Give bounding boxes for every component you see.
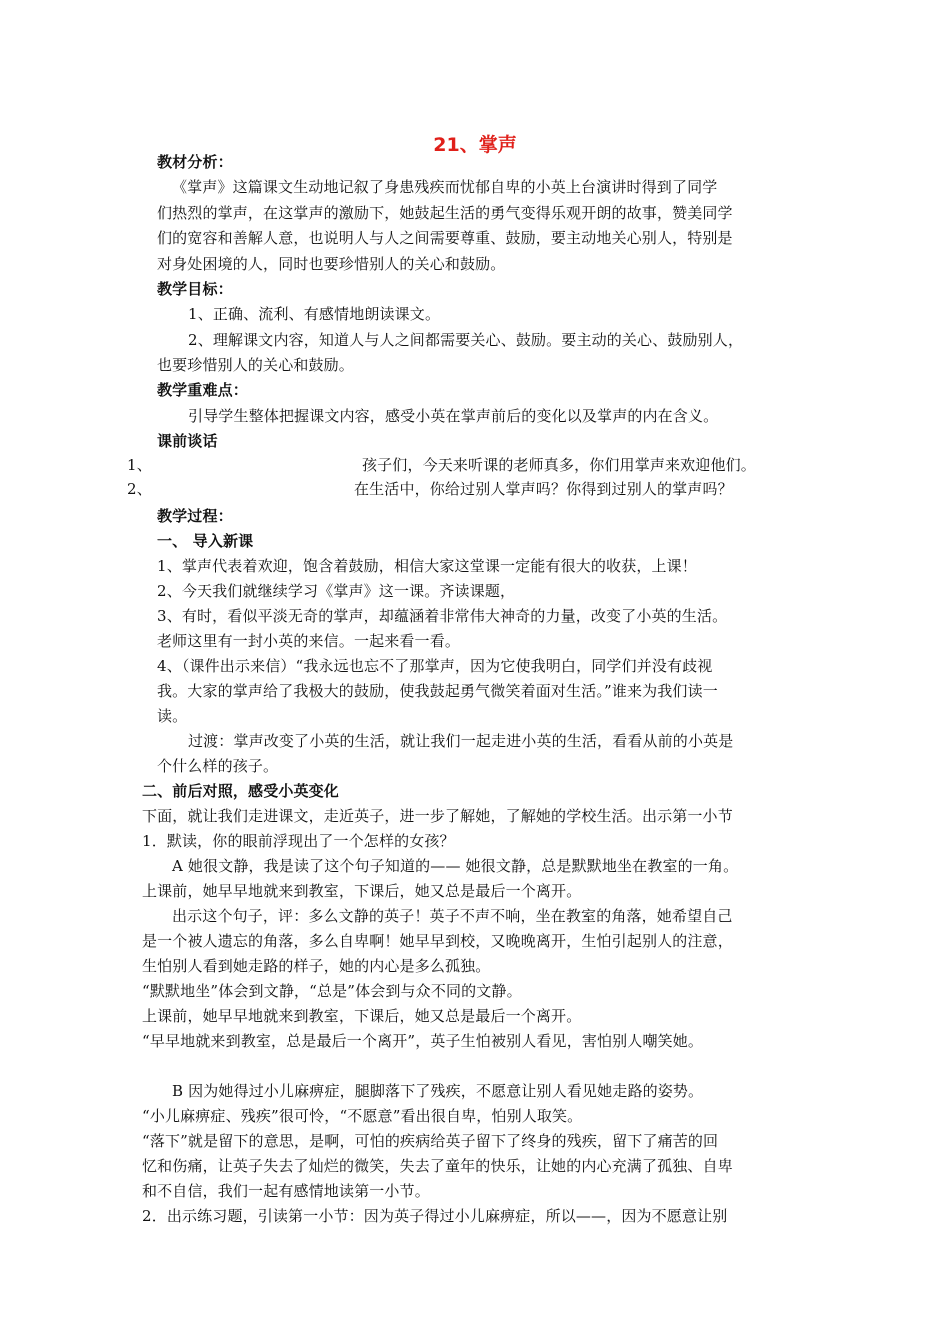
paragraph-line: 2、理解课文内容，知道人与人之间都需要关心、鼓励。要主动的关心、鼓励别人，	[188, 331, 744, 349]
paragraph-line: 和不自信，我们一起有感情地读第一小节。	[142, 1182, 430, 1200]
heading-teaching-goals: 教学目标：	[157, 280, 233, 298]
paragraph-line: 老师这里有一封小英的来信。一起来看一看。	[157, 632, 461, 650]
paragraph-line: 忆和伤痛，让英子失去了灿烂的微笑，失去了童年的快乐，让她的内心充满了孤独、自卑	[142, 1157, 733, 1175]
paragraph-line: 《掌声》这篇课文生动地记叙了身患残疾而忧郁自卑的小英上台演讲时得到了同学	[172, 178, 718, 196]
paragraph-line: 对身处困境的人，同时也要珍惜别人的关心和鼓励。	[157, 255, 506, 273]
paragraph-line: 孩子们，今天来听课的老师真多，你们用掌声来欢迎他们。	[362, 456, 756, 474]
paragraph-line: “小儿麻痹症、残疾”很可怜，“不愿意”看出很自卑，怕别人取笑。	[142, 1107, 583, 1125]
paragraph-line: 也要珍惜别人的关心和鼓励。	[157, 356, 354, 374]
heading-section-two: 二、前后对照，感受小英变化	[142, 782, 339, 800]
paragraph-line: 在生活中，你给过别人掌声吗？你得到过别人的掌声吗？	[354, 480, 733, 498]
paragraph-line: 3、有时，看似平淡无奇的掌声，却蕴涵着非常伟大神奇的力量，改变了小英的生活。	[157, 607, 728, 625]
paragraph-line: 上课前，她早早地就来到教室，下课后，她又总是最后一个离开。	[142, 882, 582, 900]
paragraph-line: 生怕别人看到她走路的样子，她的内心是多么孤独。	[142, 957, 491, 975]
heading-pre-class-talk: 课前谈话	[157, 432, 218, 450]
paragraph-line: 1、掌声代表着欢迎，饱含着鼓励，相信大家这堂课一定能有很大的收获，上课！	[157, 557, 697, 575]
paragraph-line: 过渡：掌声改变了小英的生活，就让我们一起走进小英的生活，看看从前的小英是	[188, 732, 734, 750]
paragraph-line: “早早地就来到教室，总是最后一个离开”，英子生怕被别人看见，害怕别人嘲笑她。	[142, 1032, 704, 1050]
paragraph-line: 上课前，她早早地就来到教室，下课后，她又总是最后一个离开。	[142, 1007, 582, 1025]
paragraph-line: 读。	[157, 707, 188, 725]
paragraph-line: 1．默读，你的眼前浮现出了一个怎样的女孩？	[142, 832, 455, 850]
paragraph-line: “默默地坐”体会到文静，“总是”体会到与众不同的文静。	[142, 982, 522, 1000]
paragraph-line: 出示这个句子，评：多么文静的英子！英子不声不响，坐在教室的角落，她希望自己	[172, 907, 733, 925]
paragraph-line: 引导学生整体把握课文内容，感受小英在掌声前后的变化以及掌声的内在含义。	[188, 407, 719, 425]
paragraph-line: 个什么样的孩子。	[157, 757, 279, 775]
paragraph-line: 1、正确、流利、有感情地朗读课文。	[188, 305, 441, 323]
list-number: 1、	[127, 456, 152, 474]
paragraph-line: 我。大家的掌声给了我极大的鼓励，使我鼓起勇气微笑着面对生活。”谁来为我们读一	[157, 682, 718, 700]
heading-material-analysis: 教材分析：	[157, 153, 233, 171]
paragraph-line: 是一个被人遗忘的角落，多么自卑啊！她早早到校，又晚晚离开，生怕引起别人的注意，	[142, 932, 733, 950]
paragraph-line: 们的宽容和善解人意，也说明人与人之间需要尊重、鼓励，要主动地关心别人，特别是	[157, 229, 733, 247]
paragraph-line: 们热烈的掌声，在这掌声的激励下，她鼓起生活的勇气变得乐观开朗的故事，赞美同学	[157, 204, 733, 222]
document-title: 21、掌声	[433, 134, 517, 156]
heading-teaching-process: 教学过程：	[157, 507, 233, 525]
paragraph-line: B 因为她得过小儿麻痹症，腿脚落下了残疾，不愿意让别人看见她走路的姿势。	[172, 1082, 704, 1100]
paragraph-line: 4、（课件出示来信）“我永远也忘不了那掌声，因为它使我明白，同学们并没有歧视	[157, 657, 713, 675]
paragraph-line: 2．出示练习题，引读第一小节：因为英子得过小儿麻痹症，所以——，因为不愿意让别	[142, 1207, 728, 1225]
paragraph-line: A 她很文静，我是读了这个句子知道的—— 她很文静，总是默默地坐在教室的一角。	[172, 857, 739, 875]
paragraph-line: 2、今天我们就继续学习《掌声》这一课。齐读课题，	[157, 582, 516, 600]
paragraph-line: “落下”就是留下的意思，是啊，可怕的疾病给英子留下了终身的残疾，留下了痛苦的回	[142, 1132, 719, 1150]
paragraph-line: 下面，就让我们走进课文，走近英子，进一步了解她，了解她的学校生活。出示第一小节	[142, 807, 733, 825]
heading-section-one: 一、 导入新课	[157, 532, 254, 550]
heading-key-points: 教学重难点：	[157, 381, 248, 399]
list-number: 2、	[127, 480, 152, 498]
